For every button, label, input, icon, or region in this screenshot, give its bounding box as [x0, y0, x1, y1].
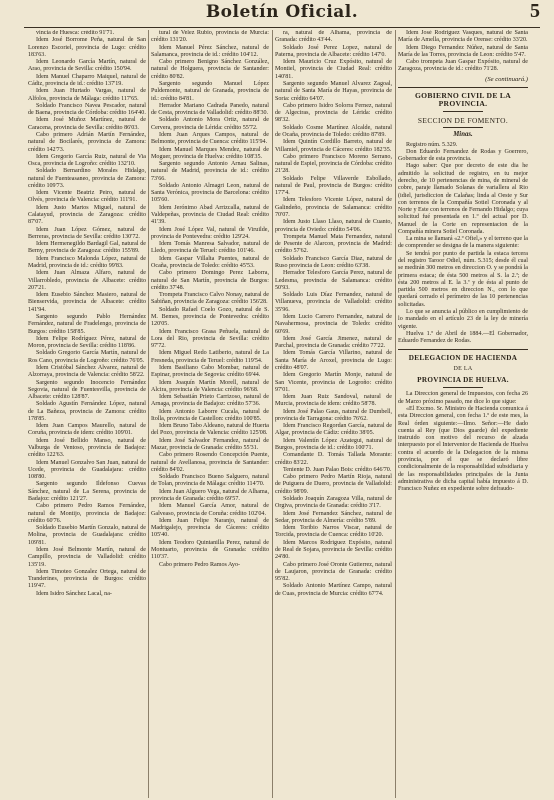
- mining-notice: [398, 142, 528, 346]
- publication-title: Boletín Oficial.: [205, 2, 359, 22]
- entry-paragraph: Cabo primero Adrián Martín Fernández, natural de Bocilarés, provincia de Zamora: crédito 142'73.: [28, 131, 146, 153]
- entry-paragraph: Idem Juan Hurtado Vargas, natural de Alfolos, provincia de Málaga: crédito 117'65.: [28, 88, 146, 102]
- column-divider: [395, 30, 396, 798]
- entry-paragraph: Idem Manuel Gonzalvo San Juan, natural de Ucede, provincia de Guadalajara: crédito 108'80.: [28, 459, 146, 481]
- entry-paragraph: Idem Felipe Rodríguez Pérez, natural de Moron, provincia de Sevilla: crédito 118'86.: [28, 335, 146, 350]
- section-rule-short: [443, 387, 483, 388]
- entry-paragraph: Idem Francisco Regordan García, natural de Algar, provincia de Cádiz: crédito 38'05.: [275, 423, 392, 437]
- entry-paragraph: Soldado Eusebio Martín Gonzalo, natural de Molina, provincia de Guadalajara: crédito 109'81.: [28, 525, 146, 546]
- entry-paragraph: Idem Valentín López Azategui, natural de Burgos, provincia de id.: crédito 100'71.: [275, 437, 392, 452]
- entry-paragraph: Idem Quintín Cordillo Barreto, natural de Villamiel, provincia de Cáceres: crédito 182'35.: [275, 139, 392, 153]
- entry-paragraph: Idem Gaspar Villalta Puentes, natural de Ocaña, provincia de Toledo: crédito 45'53.: [151, 255, 269, 269]
- entry-paragraph: Idem Mauricio Cruz Expósito, natural de Montiel, provincia de Ciudad Real: crédito 140'81.: [275, 59, 392, 80]
- entry-paragraph: vincia de Huesca: crédito 91'71.: [36, 30, 115, 36]
- entry-paragraph: Trompeta Manuel Mata Fernandez, natural de Pesente de Alarcon, provincia de Madrid: crédito 57'62.: [275, 233, 392, 255]
- entry-paragraph: ra, natural de Alhama, provincia de Granada: crédito 43'44.: [275, 30, 392, 44]
- entry-paragraph: Soldado Antonio Almagri Leon, natural de Santa Verónica, provincia de Barcelona: crédito 105'60.: [151, 182, 269, 204]
- entry-paragraph: Idem Tomás Manresa Salvador, natural de Lledo, provincia de Teruel: crédito 101'46.: [151, 241, 269, 255]
- entry-paragraph: Soldado Luis Díaz Fernandez, natural de Villanueva, provincia de Valladolid: crédito 35'96.: [275, 292, 392, 313]
- delegacion-title: DELEGACION DE HACIENDA: [408, 354, 518, 363]
- entry-paragraph: Cabo primero Pedro Ramos Fernández, natural de Montijo, provincia de Badajoz: crédito 60'76.: [28, 503, 146, 524]
- entry-paragraph: Idem José Belmonte Martín, natural de Campillo, provincia de Valladolid: crédito 135'19.: [28, 546, 146, 568]
- entry-paragraph: Idem Jerónimo Abad Arrizcalla, natural de Valdepeñas, provincia de Ciudad Real: crédito 41'39.: [151, 204, 269, 226]
- entry-paragraph: Idem Hermenegildo Bardagil Gal, natural de Berny, provincia de Zaragoza: crédito 155'89.: [28, 241, 146, 255]
- entry-paragraph: Cabo primero Francisco Moreno Serrano, natural de Espiel, provincia de Córdoba: crédito 21'28.: [275, 153, 392, 175]
- delegacion-subtitle-2: PROVINCIA DE HUELVA.: [417, 376, 509, 385]
- entry-paragraph: Cabo primero Pedro Ramos Ayo-: [159, 561, 241, 568]
- column-1: [28, 30, 146, 798]
- entry-paragraph: Sargento segundo Antonio Arnau Salinas, natural de Madrid, provincia de id.: crédito 73'66.: [151, 161, 269, 182]
- entry-paragraph: Idem Basiliano Cabo Mombar, natural de Espinar, provincia de Segovia: crédito 69'44.: [151, 364, 269, 379]
- entry-paragraph: Idem Manuel Pérez Sánchez, natural de Salamanca, provincia de id.: crédito 104'12.: [151, 44, 269, 58]
- entry-paragraph: Teniente D. Juan Palao Bois: crédito 646'70.: [283, 466, 392, 473]
- entry-paragraph: Soldado Agustín Fernández López, natural de La Bañeza, provincia de Zamora: crédito 178'85.: [28, 401, 146, 422]
- entry-paragraph: Idem Joaquín Martín Morell, natural de Alcira, provincia de Valencia: crédito 96'68.: [151, 379, 269, 393]
- entry-paragraph: Idem José Palao Gaus, natural de Dumbell, provincia de Tarragona: crédito 76'62.: [275, 408, 392, 422]
- entry-paragraph: Herrador Mariano Cadrada Panedo, natural de Cesta, provincia de Valladolid: crédito 88'30.: [151, 102, 269, 117]
- entry-paragraph: Idem Juan Ruiz Sandoval, natural de Murcia, provincia de idem: crédito 58'78.: [275, 394, 392, 408]
- notice-paragraph: La Direccion general de Impuestos, con fecha 26 de Marzo próximo pasado, me dice lo que sigue:: [398, 391, 528, 405]
- section-rule-short: [443, 127, 483, 128]
- entry-paragraph: Cabo primero Rosendo Concepción Puente, natural de Avellanosa, provincia de Santander: crédito 84'02.: [151, 452, 269, 473]
- entry-paragraph: Soldado Antonio Martínez Campo, natural de Cuas, provincia de Murcia: crédito 67'74.: [275, 583, 392, 597]
- column-divider: [272, 30, 273, 798]
- entry-paragraph: Idem José López Val, natural de Viruilde, provincia de Pontevedra: crédito 129'24.: [151, 226, 269, 240]
- entry-paragraph: Idem Lucio Carrero Fernandez, natural de Navahermosa, provincia de Toledo: crédito 60'69.: [275, 313, 392, 335]
- continuation-note: (Se continuará.): [485, 75, 528, 83]
- entry-paragraph: Cabo primero Pedro Martín Rioja, natural de Puiguera de Duero, provincia de Valladolid: crédito 98'09.: [275, 474, 392, 495]
- notice-paragraph: Hago saber: Que por decreto de este dia he admitido la solicitud de registro, en tu mejor derecho, de 10 pertenencias de mina, de mineral de cobre, paraje llamado Solanas de variallera al Rio (idiel, jurisdiccion de Calañas; linda al Oeste y Sur con terrenos de la Compañía Sotiel Coronada y al Norte y Este con terrenos de Fernando Hidalgo; cuya solicitud fué presentada en 1.º del actual por D. Manuel de la Corte en representacion de la Compañía minera Sotiel Coronada.: [398, 163, 528, 235]
- entry-paragraph: Sargento segundo Ildefonso Cuevas Sánchez, natural de La Serena, provincia de Badajoz: crédito 121'27.: [28, 481, 146, 502]
- section-title: GOBIERNO CIVIL DE LA PROVINCIA.: [414, 90, 512, 108]
- notice-paragraph: «El Excmo. Sr. Ministro de Hacienda comunica á esta Direccion general, con fecha 1.º de este mes, la Real órden siguiente:—Ilmo. Señor:—He dado cuenta al Rey (que Dios guarde) del expediente instruido con motivo del recurso de alzada interpuesto por el Interventor de Hacienda de Huelva contra el acuerdo de la Delegacion de la misma provincia, por el que se declaró libre condicionalmente de la responsabilidad subsidiaria y de las responsabilidades principales de la Junta administrativa de dicha capital había impuesto á D. Francisco Nuñez en expediente sobre defraudo-: [398, 405, 528, 493]
- entry-paragraph: Idem Francisco Malonda López, natural de Madrid, provincia de id.: crédito 99'83.: [28, 255, 146, 269]
- entry-paragraph: Sargento segundo Pablo Hernández Fernández, natural de Fradelengo, provincia de Burgos: crédito 158'85.: [28, 313, 146, 335]
- section-rule: [398, 349, 528, 350]
- entry-paragraph: Soldado José Perez Lopez, natural de Paterna, provincia de Albacete: crédito 147'0.: [275, 44, 392, 58]
- entry-paragraph: Soldado Antonio Mora Ortiz, natural de Cervera, provincia de Lérida: crédito 55'72.: [151, 117, 269, 131]
- entry-paragraph: Idem Gregorio García Ruiz, natural de Via Osca, provincia de Logroño: crédito 132'10.: [28, 153, 146, 168]
- section-rule: [398, 87, 528, 88]
- entry-paragraph: Idem Sebastián Prieto Carrizoso, natural de Arnaga, provincia de Badajoz: crédito 57'36.: [151, 394, 269, 408]
- entry-paragraph: Idem Juan Alguero Vega, natural de Alhama, provincia de Granada: crédito 69'57.: [151, 488, 269, 502]
- entry-paragraph: Idem Vicente Beatriz Peiro, natural de Olvés, provincia de Valencia: crédito 111'91.: [28, 190, 146, 204]
- entry-paragraph: Cabo primero Isidro Solorra Fernez, natural de Algeciras, provincia de Lérida: crédito 98'32.: [275, 102, 392, 124]
- entry-paragraph: Soldado Francisco García Diaz, natural de Ruso provincia de Leon: crédito 63'38.: [275, 255, 392, 269]
- entry-paragraph: Idem Bruno Tabo Aldeano, natural de Huerta del Pozo, provincia de Valencia: crédito 125'08.: [151, 423, 269, 437]
- entry-paragraph: Idem Marcos Rodriguez Expósito, natural de Real de Sojara, provincia de Sevilla: crédito 24'80.: [275, 539, 392, 561]
- entry-paragraph: Idem José Fernandez Sánchez, natural de Sedar, provincia de Almería: crédito 5'89.: [275, 510, 392, 524]
- entry-paragraph: Soldado Felipe Villaverde Esbollado, natural de Paul, provincia de Burgos: crédito 177'4.: [275, 175, 392, 197]
- entry-paragraph: Cabo primero Domingo Perez Laborra, natural de San Martín, provincia de Burgos: crédito 37'48.: [151, 270, 269, 291]
- entry-paragraph: Sargento segundo Inocencio Fernández Segovia, natural de Fuentesvilla, provincia de Albacete: crédito 128'87.: [28, 379, 146, 401]
- entry-paragraph: Idem Teodoro Quintanilla Perez, natural de Montuarto, provincia de Granada: crédito 110'37.: [151, 539, 269, 561]
- entry-paragraph: Idem José García Jimenez, natural de Parchal, provincia de Granada: crédito 77'22.: [275, 335, 392, 350]
- entry-paragraph: Idem Juan Arques Campos, natural de Belmonte, provincia de Cuenca: crédito 115'94.: [151, 131, 269, 146]
- page-header: [24, 0, 540, 26]
- entry-paragraph: Soldado Cosme Martínez Alcalde, natural de Ocaña, provincia de Toledo: crédito 87'89.: [275, 124, 392, 138]
- entry-paragraph: Idem Justo Martos Miguel, natural de Calatayud, provincia de Zaragoza: crédito 87'07.: [28, 204, 146, 226]
- entry-paragraph: Idem Gregorio Martín Monje, natural de San Vicente, provincia de Logroño: crédito 97'01.: [275, 372, 392, 393]
- entry-paragraph: Idem Justo Llaso Llaso, natural de Cuanto, provincia de Oviedo: crédito 54'06.: [275, 219, 392, 233]
- page-number: 5: [530, 0, 540, 22]
- entry-paragraph: Idem Isidro Sánchez Lacal, na-: [36, 590, 112, 597]
- entry-paragraph: Cabo trompeta Juan Gaspar Expósito, natural de Zaragoza, provincia de id.: crédito 71'28.: [398, 59, 528, 73]
- entry-paragraph: Comandante D. Tomás Tallada Morante: crédito 83'22.: [275, 452, 392, 466]
- minas-heading: Minas.: [453, 131, 473, 139]
- entry-paragraph: Idem Juan López Gómez, natural de Berreras, provincia de Sevilla: crédito 130'72.: [28, 226, 146, 240]
- entry-paragraph: Idem Leonardo García Martín, natural de Arao, provincia de Sevilla: crédito 150'94.: [28, 59, 146, 73]
- notice-paragraph: Se tendrá por punto de partida la estaca tercera del registro Taroor Odiel, núm. 5.315; desde él cual se medirán 300 metros en direccion O. y se pondrá la primera estaca; de ésta 500 metros al S. la 2.ª; de ésta 200 metros al E. la 3.ª y de ésta al punto de partida 500 metros en direccion N., con lo que quedará cerrado el perímetro de las 10 pertenencias solicitadas.: [398, 250, 528, 308]
- entry-paragraph: Idem Timoteo Gonzalez Ortega, natural de Tranderines, provincia de Burgos: crédito 119'47.: [28, 568, 146, 590]
- notice-paragraph: Lo que se anuncia al público en cumplimiento de lo mandado en el artículo 23 de la ley de minería vigente.: [398, 309, 528, 330]
- entry-paragraph: Idem José Salvador Fernandez, natural de Mazar, provincia de Granada: crédito 55'31.: [151, 437, 269, 452]
- entry-paragraph: Idem José Muñoz Martínez, natural de Caracena, provincia de Sevilla: crédito 86'03.: [28, 117, 146, 131]
- notice-paragraph: Huelva 1.º de Abril de 1884.—El Gobernador, Eduardo Fernandez de Rodas.: [398, 330, 528, 345]
- entry-paragraph: Idem Francisco Grasa Peñuela, natural de Lora del Rio, provincia de Sevilla: crédito 97'72.: [151, 328, 269, 350]
- delegacion-subtitle-1: DE LA: [453, 366, 473, 373]
- entry-paragraph: Idem José Rodriguez Vasques, natural de Santa María de Amella, provincia de Orense: crédito 33'20.: [398, 30, 528, 44]
- entry-paragraph: Soldado Bernardino Morales Hidalgo, natural de Fuenteasaneo, provincia de Zamora: crédito 109'73.: [28, 168, 146, 189]
- section-subtitle: SECCION DE FOMENTO.: [417, 115, 509, 125]
- section-rule-short: [443, 111, 483, 112]
- entry-paragraph: Herrador Telesforo García Perez, natural de Ledesma, provincia de Salamanca: crédito 50'93.: [275, 270, 392, 291]
- entry-paragraph: Soldado Francisco Bueno Salguero, natural de Tolan, provincia de Málaga: crédito 114'70.: [151, 474, 269, 488]
- column-3: [275, 30, 392, 798]
- entry-paragraph: Soldado Rafael Coelo Gozo, natural de S. M. Bemes, provincia de Pontevedra: crédito 120'05.: [151, 306, 269, 328]
- entry-paragraph: Idem Diego Fernandez Núñez, natural de Santa María de las Torres, provincia de Leon: crédito 5'47.: [398, 44, 528, 58]
- entry-paragraph: Idem Toribio Narros Viscar, natural de Torcida, provincia de Cuenca: crédito 10'20.: [275, 525, 392, 539]
- entry-paragraph: Idem Manuel Marques Mendez, natural de Moguer, provincia de Huelva: crédito 108'35.: [151, 146, 269, 160]
- entry-paragraph: Idem Tomás García Villarino, natural de Santa María de Aroxel, provincia de Lugo: crédito 48'07.: [275, 350, 392, 371]
- header-rule: [24, 27, 540, 28]
- entry-paragraph: tural de Velez Rubio, provincia de Murcia: crédito 131'20.: [151, 30, 269, 44]
- entry-paragraph: Idem Juan Almaza Alfaro, natural de Villarrobledo, provincia de Albacete: crédito 207'21.: [28, 270, 146, 291]
- entry-paragraph: Soldado Francisco Navea Pescador, natural de Baena, provincia de Córdoba: crédito 164'40.: [28, 102, 146, 117]
- entry-paragraph: Soldado Joaquín Zaragoza Villa, natural de Orgiva, provincia de Granada: crédito 3'17.: [275, 496, 392, 510]
- hacienda-notice: [398, 391, 528, 493]
- notice-paragraph: Registro núm. 5.329.: [406, 141, 458, 148]
- notice-paragraph: La mina se llamará «2.º Ofiel,» y el terreno que la de comprender se designa de la manera siguiente:: [398, 236, 528, 250]
- entry-paragraph: Sargento segundo Manuel Alvarez Zagoal, natural de Santa María de Hayas, provincia de Soria: crédito 64'07.: [275, 80, 392, 102]
- entry-paragraph: Idem Antonio Laborre Cucala, natural de Itolla, provincia de Castellon: crédito 100'85.: [151, 408, 269, 422]
- entry-paragraph: Idem Manuel García Amor, natural de Galveaso, provincia de Coruña: crédito 102'04.: [151, 503, 269, 517]
- entry-paragraph: Soldado Gregorio García Martín, natural de Ros Cano, provincia de Logroño: crédito 76'05.: [28, 350, 146, 364]
- entry-paragraph: Cabo primero Benigno Sánchez González, natural de Holguera, provincia de Santander: crédito 80'82.: [151, 59, 269, 80]
- entry-paragraph: Idem Juan Campos Maurello, natural de Coruña, provincia de idem: crédito 109'01.: [28, 423, 146, 437]
- entry-paragraph: Idem Eusebio Sánchez Masiero, natural de Bienservida, provincia de Albacete: crédito 141'94.: [28, 292, 146, 313]
- column-4-entries: [398, 30, 528, 74]
- entry-paragraph: Idem José Bellido Manso, natural de Valburga de Ventoso, provincia de Badajoz: crédito 122'63.: [28, 437, 146, 459]
- entry-paragraph: Sargento segundo Manuel López Puldemonte, natural de Granada, provincia de id.: crédito 84'81.: [151, 80, 269, 102]
- entry-paragraph: Idem Telesforo Vicente López, natural de Galindeño, provincia de Salamanca: crédito 70'07.: [275, 197, 392, 219]
- column-2: [151, 30, 269, 798]
- column-divider: [148, 30, 149, 798]
- entry-paragraph: Cabo primero José Oronte Gutierrez, natural de Laujaron, provincia de Granada: crédito 95'82.: [275, 561, 392, 583]
- entry-paragraph: Idem Juan Felipe Naranjo, natural de Madrigalejo, provincia de Cáceres: crédito 105'40.: [151, 517, 269, 539]
- notice-paragraph: Don Eduardo Fernandez de Rodas y Goerrero, Gobernador de esta provincia.: [398, 148, 528, 163]
- entry-paragraph: Idem Manuel Chaparro Maiquel, natural de Cádiz, provincia de id.: crédito 137'19.: [28, 73, 146, 87]
- column-4: [398, 30, 528, 798]
- entry-paragraph: Idem José Borrome Peña, natural de San Lorenzo Escoriel, provincia de Lugo: crédito 183'63.: [28, 37, 146, 58]
- entry-paragraph: Idem Cristóbal Sánchez Alvarez, natural de Alzorraya, provincia de Valencia: crédito 58'22.: [28, 364, 146, 379]
- entry-paragraph: Idem Miguel Redo Latiberio, natural de La Fresneda, provincia de Teruel: crédito 119'54.: [151, 350, 269, 364]
- entry-paragraph: Trompeta Francisco Calvo Nonay, natural de Sabiñan, provincia de Zaragoza: crédito 156'28.: [151, 292, 269, 306]
